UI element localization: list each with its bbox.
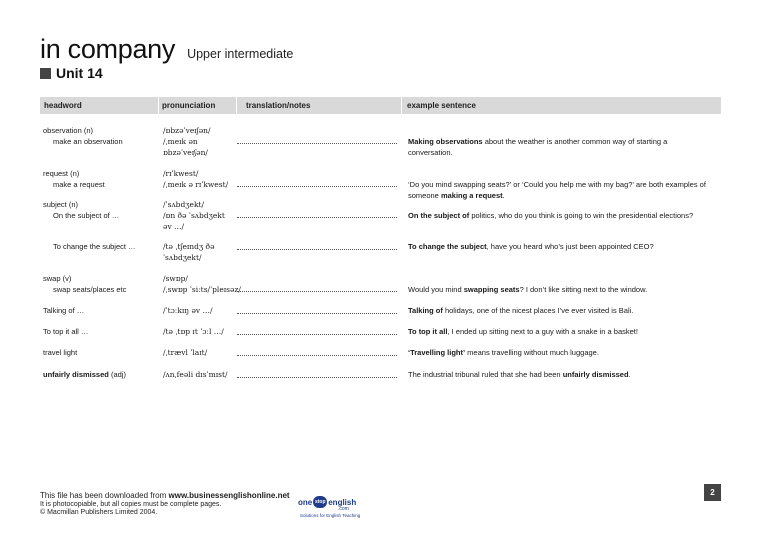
- table-header: [40, 97, 721, 114]
- headword: subject (n): [43, 200, 79, 209]
- col-divider: [158, 97, 159, 114]
- headword: Talking of …: [43, 306, 85, 315]
- pronunciation: /ˌswɒp ˈsiːts/ˈpleɪsəz/: [163, 285, 241, 294]
- pronunciation: /ʌnˌfeəli dɪsˈmɪst/: [163, 370, 228, 379]
- pronunciation: /tə ˌtʃeɪndʒ ðə: [163, 242, 215, 251]
- photocopy-note: It is photocopiable, but all copies must be complete pages.: [40, 500, 222, 508]
- page-number: 2: [704, 484, 721, 501]
- pronunciation: /swɒp/: [163, 274, 188, 283]
- col-pronunciation: pronunciation: [162, 101, 216, 110]
- example-sentence: On the subject of politics, who do you think is going to win the presidential elections?: [408, 211, 694, 220]
- footer: [40, 492, 290, 518]
- example-sentence: Making observations about the weather is another common way of starting a conversation.: [408, 137, 668, 157]
- sub-headword: make a request: [53, 180, 105, 189]
- headword: To top it all …: [43, 327, 89, 336]
- pronunciation: ˈsʌbdʒekt/: [163, 253, 202, 262]
- col-example: example sentence: [407, 101, 476, 110]
- pronunciation: ɒbzəˈveɪʃən/: [163, 148, 208, 157]
- notes-line[interactable]: [237, 186, 397, 187]
- logo-com: .com: [338, 506, 349, 512]
- example-sentence: To change the subject, have you heard who’s just been appointed CEO?: [408, 242, 654, 251]
- unit-square-icon: [40, 68, 51, 79]
- notes-line[interactable]: [237, 217, 397, 218]
- unit-label: Unit 14: [56, 65, 103, 81]
- pronunciation: əv …/: [163, 222, 185, 231]
- logo-tagline: Solutions for English Teaching: [300, 513, 361, 518]
- notes-line[interactable]: [237, 249, 397, 250]
- onestopenglish-logo[interactable]: [298, 496, 360, 520]
- headword: unfairly dismissed (adj): [43, 370, 126, 379]
- pronunciation: /ɒbzəˈveɪʃən/: [163, 126, 211, 135]
- example-sentence: The industrial tribunal ruled that she had been unfairly dismissed.: [408, 370, 631, 379]
- logo-english: english: [328, 497, 357, 507]
- notes-line[interactable]: [237, 377, 397, 378]
- book-title: in company: [40, 34, 176, 64]
- title-row: [40, 34, 293, 65]
- notes-line[interactable]: [237, 355, 397, 356]
- pronunciation: /ˌmeɪk ə rɪˈkwest/: [163, 180, 229, 189]
- sub-headword: make an observation: [53, 137, 123, 146]
- notes-line[interactable]: [237, 143, 397, 144]
- sub-headword: To change the subject …: [53, 242, 136, 251]
- col-translation: translation/notes: [246, 101, 311, 110]
- copyright-note: © Macmillan Publishers Limited 2004.: [40, 509, 158, 516]
- example-sentence: To top it all, I ended up sitting next to a guy with a snake in a basket!: [408, 327, 638, 336]
- col-divider: [401, 97, 402, 114]
- unit-row: [40, 65, 103, 81]
- headword: observation (n): [43, 126, 94, 135]
- logo-step-badge: stop: [313, 496, 327, 508]
- pronunciation: /ˈsʌbdʒekt/: [163, 200, 205, 209]
- pronunciation: /tə ˌtɒp ɪt ˈɔːl …/: [163, 327, 224, 336]
- pronunciation: /rɪˈkwest/: [163, 169, 199, 178]
- download-site-link[interactable]: www.businessenglishonline.net: [168, 491, 290, 500]
- sub-headword: swap seats/places etc: [53, 285, 127, 294]
- example-sentence: Talking of holidays, one of the nicest places I’ve ever visited is Bali.: [408, 306, 634, 315]
- notes-line[interactable]: [237, 313, 397, 314]
- pronunciation: /ˌmeɪk ən: [163, 137, 198, 146]
- col-headword: headword: [44, 101, 82, 110]
- example-sentence: Would you mind swapping seats? I don’t like sitting next to the window.: [408, 285, 648, 294]
- logo-one: one: [298, 497, 313, 507]
- headword: travel light: [43, 348, 78, 357]
- example-sentence: ‘Do you mind swapping seats?’ or ‘Could you help me with my bag?’ are both examples of someone making a request.: [408, 180, 706, 200]
- download-prefix: This file has been downloaded from: [40, 491, 169, 500]
- pronunciation: /ɒn ðə ˈsʌbdʒekt: [163, 211, 225, 220]
- notes-line[interactable]: [237, 334, 397, 335]
- col-divider: [236, 97, 237, 114]
- headword: request (n): [43, 169, 80, 178]
- level-label: Upper intermediate: [187, 47, 294, 61]
- example-sentence: ‘Travelling light’ means travelling without much luggage.: [408, 348, 599, 357]
- pronunciation: /ˈtɔːkɪŋ əv …/: [163, 306, 213, 315]
- sub-headword: On the subject of …: [53, 211, 120, 220]
- pronunciation: /ˌtrævl ˈlaɪt/: [163, 348, 208, 357]
- notes-line[interactable]: [237, 291, 397, 292]
- headword: swap (v): [43, 274, 72, 283]
